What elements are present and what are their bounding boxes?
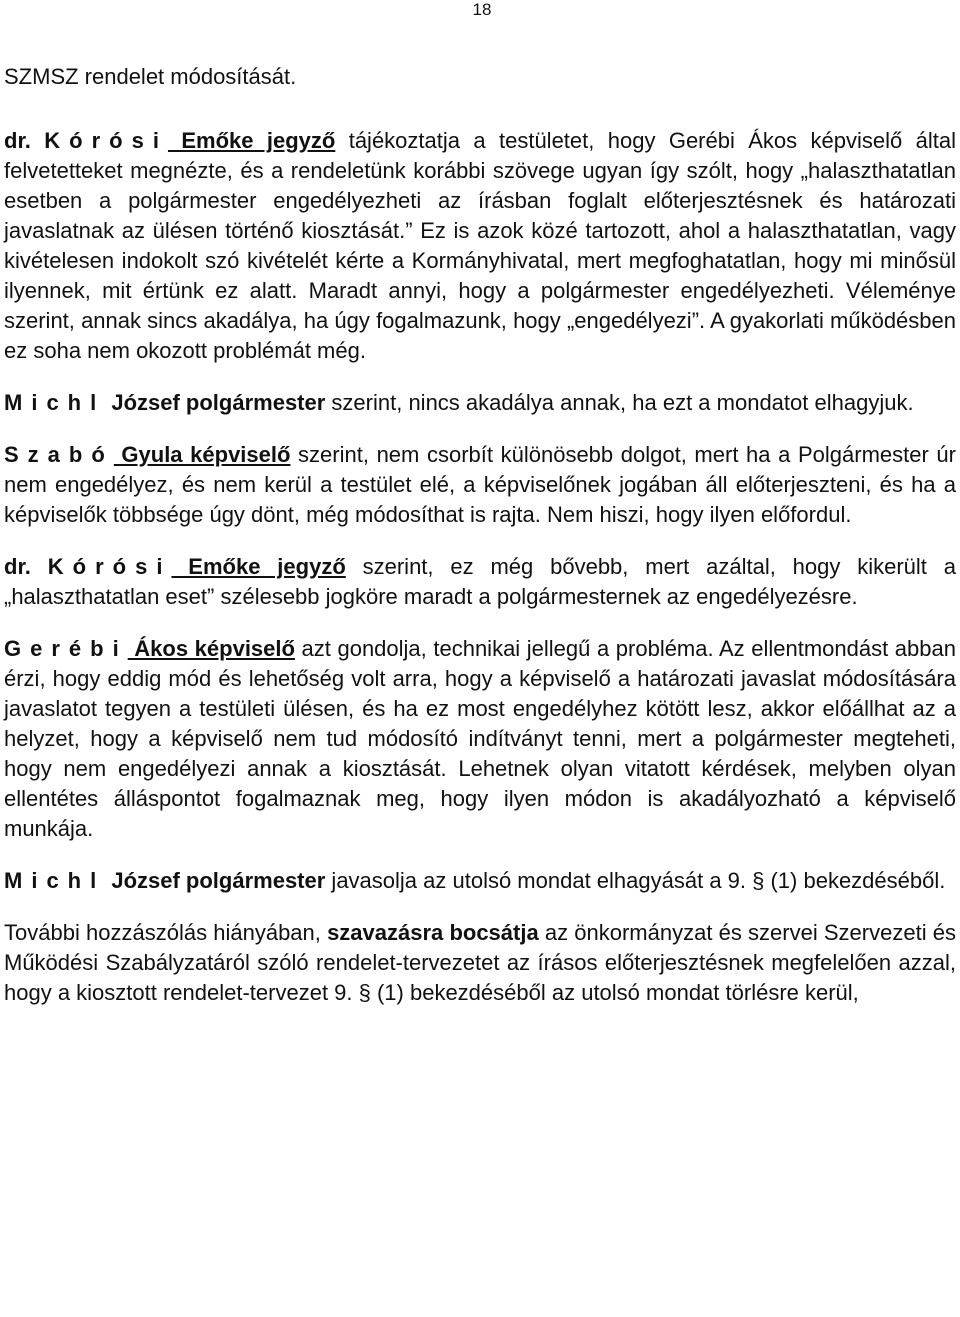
document-body xyxy=(4,62,956,1030)
speaker-title: József polgármester xyxy=(105,868,326,893)
speaker-title: Emőke jegyző xyxy=(167,128,336,153)
text-run: További hozzászólás hiányában, xyxy=(4,920,328,945)
paragraph xyxy=(4,126,956,366)
speaker-title: József polgármester xyxy=(105,390,326,415)
paragraph xyxy=(4,62,956,92)
paragraph xyxy=(4,866,956,896)
page-number: 18 xyxy=(472,0,492,19)
paragraph xyxy=(4,552,956,612)
speaker-prefix: dr. xyxy=(4,554,48,579)
text-run: szerint, ez még bővebb, mert azáltal, hogy kikerült a „halaszthatatlan eset” szélesebb jogköre maradt a polgármesternek az engedélyezésre. xyxy=(4,554,956,609)
speaker-title: Gyula képviselő xyxy=(113,442,291,467)
paragraph xyxy=(4,918,956,1008)
speaker-title: Emőke jegyző xyxy=(171,554,346,579)
text-run: javasolja az utolsó mondat elhagyását a 9. § (1) bekezdéséből. xyxy=(325,868,946,893)
paragraph xyxy=(4,634,956,844)
paragraph xyxy=(4,388,956,418)
speaker-title: Ákos képviselő xyxy=(127,636,295,661)
speaker-prefix: dr. xyxy=(4,128,45,153)
text-run: SZMSZ rendelet módosítását. xyxy=(4,64,297,89)
text-run: szerint, nincs akadálya annak, ha ezt a mondatot elhagyjuk. xyxy=(325,390,914,415)
text-run: azt gondolja, technikai jellegű a probléma. Az ellentmondást abban érzi, hogy eddig mód és lehetőség volt arra, hogy a képviselő a határozati javaslat módosítására javaslatot tegyen a testületi ülésen, és ha ez most engedélyhez kötött lesz, akkor előállhat az a helyzet, hogy a képviselő nem tud módosító indítványt tenni, mert a polgármester megteheti, hogy nem engedélyezi annak a kiosztását. Lehetnek olyan vitatott kérdések, melyben olyan ellentétes álláspontot fogalmaznak meg, hogy ilyen módon is akadályozható a képviselő munkája. xyxy=(4,636,956,841)
text-run: tájékoztatja a testületet, hogy Gerébi Ákos képviselő által felvetetteket megnézte, és a rendeletünk korábbi szövege ugyan így szólt, hogy „halaszthatatlan esetben a polgármester engedélyezheti az írásban foglalt előterjesztésnek és határozati javaslatnak az ülésen történő kiosztását.” Ez is azok közé tartozott, ahol a halaszthatatlan, vagy kivételesen indokolt szó kivételét kérte a Kormányhivatal, mert megfoghatatlan, hogy mi minősül ilyennek, mit értünk ez alatt. Maradt annyi, hogy a polgármester engedélyezheti. Véleménye szerint, annak sincs akadálya, ha úgy fogalmazunk, hogy „engedélyezi”. A gyakorlati működésben ez soha nem okozott problémát még. xyxy=(4,128,956,363)
speaker-surname: Szabó xyxy=(4,442,114,467)
text-run-bold: szavazásra bocsátja xyxy=(327,920,539,945)
text-run: az önkormányzat és szervei Szervezeti és Működési Szabályzatáról szóló rendelet-tervezetet az írásos előterjesztésnek megfelelően azzal, hogy a kiosztott rendelet-tervezet 9. § (1) bekezdéséből az utolsó mondat törlésre kerül, xyxy=(4,920,956,1005)
text-run: szerint, nem csorbít különösebb dolgot, mert ha a Polgármester úr nem engedélyez, és nem kerül a testület elé, a képviselőnek jogában áll előterjeszteni, és ha a képviselők többsége úgy dönt, még módosíthat is rajta. Nem hiszi, hogy ilyen előfordul. xyxy=(4,442,956,527)
speaker-surname: Gerébi xyxy=(4,636,128,661)
speaker-surname: Michl xyxy=(4,390,106,415)
speaker-surname: Michl xyxy=(4,868,106,893)
speaker-surname: Kórósi xyxy=(47,554,172,579)
paragraph xyxy=(4,440,956,530)
speaker-surname: Kórósi xyxy=(44,128,168,153)
